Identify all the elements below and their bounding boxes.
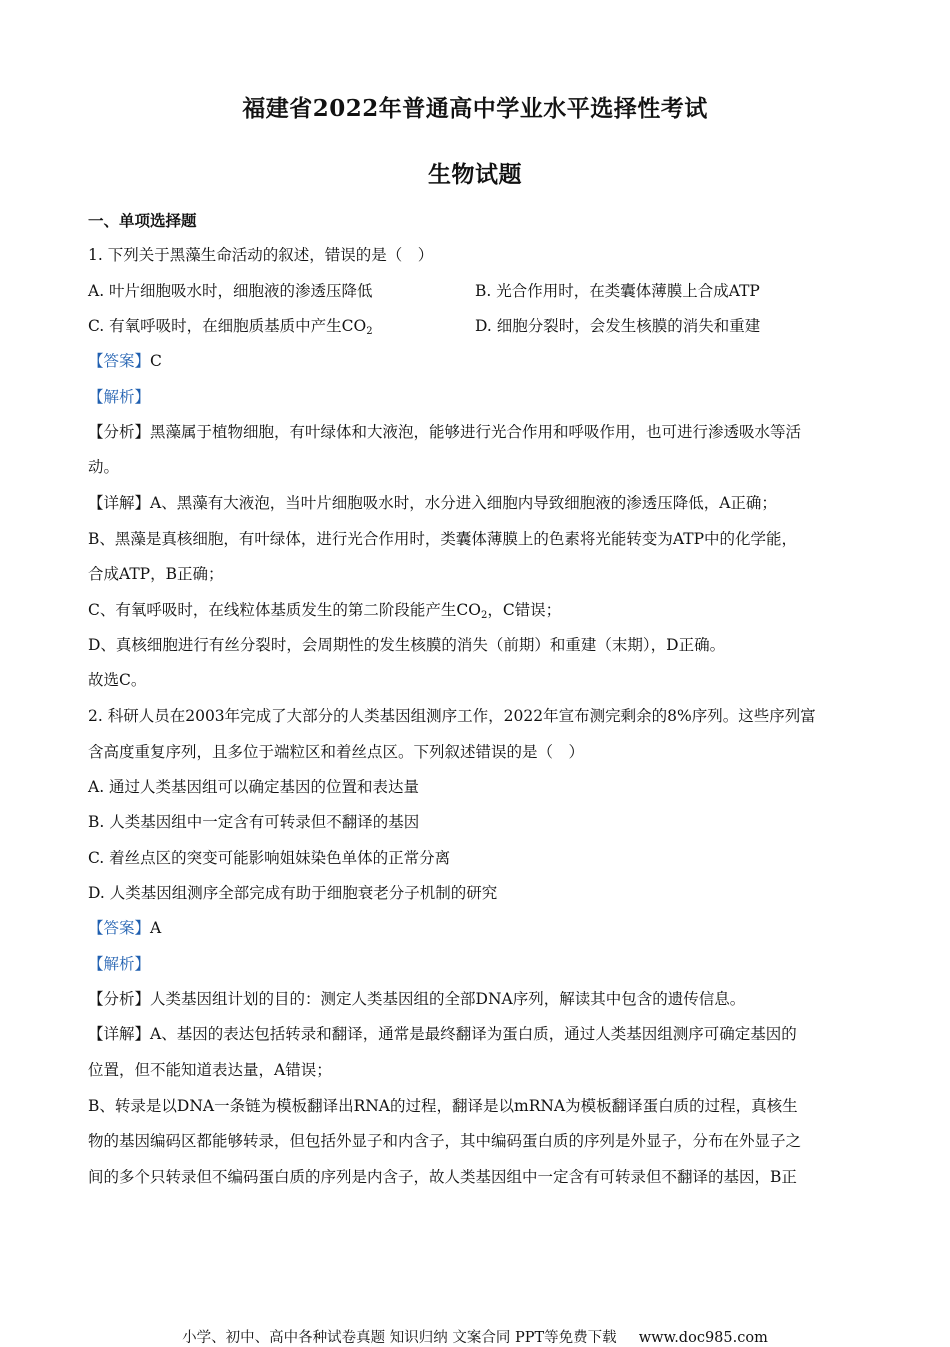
q1-stem: 1. 下列关于黑藻生命活动的叙述，错误的是（ ）: [88, 246, 434, 264]
q2-jiexi-tag: 【解析】: [88, 955, 151, 973]
q2-option-d: D. 人类基因组测序全部完成有助于细胞衰老分子机制的研究: [88, 884, 498, 902]
q2-xiangjie-b3: 间的多个只转录但不编码蛋白质的序列是内含子，故人类基因组中一定含有可转录但不翻译的基因，B正: [88, 1168, 797, 1186]
exam-title: 福建省2022年普通高中学业水平选择性考试: [242, 95, 708, 122]
q2-stem-line2: 含高度重复序列，且多位于端粒区和着丝点区。下列叙述错误的是（ ）: [88, 743, 585, 761]
q1-xiangjie-a: [88, 496, 777, 512]
footer-url[interactable]: www.doc985.com: [638, 1330, 768, 1346]
q1-jiexi-tag: 【解析】: [88, 388, 151, 406]
q1-xiangjie-c: [88, 603, 561, 619]
fenxi-tag: 【分析】: [88, 423, 151, 441]
exam-subtitle: 生物试题: [428, 161, 522, 188]
xiangjie-tag: 【详解】: [88, 1025, 151, 1043]
q2-option-c: C. 着丝点区的突变可能影响姐妹染色单体的正常分离: [88, 849, 451, 867]
q1-fenxi-line2: 动。: [88, 458, 120, 476]
q2-answer-line: [88, 921, 161, 937]
q2-xiangjie-b2: 物的基因编码区都能够转录，但包括外显子和内含子，其中编码蛋白质的序列是外显子，分布在外显子之: [88, 1132, 802, 1150]
fenxi-tag: 【分析】: [88, 990, 151, 1008]
q2-xiangjie-a2: 位置，但不能知道表达量，A错误；: [88, 1061, 332, 1079]
q1-option-c-text: C. 有氧呼吸时，在细胞质基质中产生CO: [88, 317, 367, 335]
q2-fenxi-text: 人类基因组计划的目的：测定人类基因组的全部DNA序列，解读其中包含的遗传信息。: [150, 990, 746, 1008]
q2-option-a: A. 通过人类基因组可以确定基因的位置和表达量: [88, 778, 420, 796]
q1-xiangjie-c-post: ，C错误；: [487, 601, 562, 619]
q1-xiangjie-c-text: C、有氧呼吸时，在线粒体基质发生的第二阶段能产生CO: [88, 601, 481, 619]
q1-option-c: [88, 319, 373, 335]
q1-option-b: B. 光合作用时，在类囊体薄膜上合成ATP: [475, 282, 760, 300]
q2-xiangjie-b1: B、转录是以DNA一条链为模板翻译出RNA的过程，翻译是以mRNA为模板翻译蛋白质的过程，真核生: [88, 1097, 798, 1115]
q2-xiangjie-a1-text: A、基因的表达包括转录和翻译，通常是最终翻译为蛋白质，通过人类基因组测序可确定基因的: [150, 1025, 797, 1043]
q1-fenxi-line1: [88, 425, 801, 441]
footer-text: 小学、初中、高中各种试卷真题 知识归纳 文案合同 PPT等免费下载: [182, 1330, 617, 1346]
answer-tag: 【答案】: [88, 352, 151, 370]
answer-tag: 【答案】: [88, 919, 151, 937]
q1-fenxi-text1: 黑藻属于植物细胞，有叶绿体和大液泡，能够进行光合作用和呼吸作用，也可进行渗透吸水等活: [150, 423, 802, 441]
q1-option-d: D. 细胞分裂时，会发生核膜的消失和重建: [475, 317, 761, 335]
q1-option-c-sub: 2: [366, 326, 373, 337]
q1-option-a: A. 叶片细胞吸水时，细胞液的渗透压降低: [88, 282, 373, 300]
q1-answer-line: [88, 354, 162, 370]
q1-xiangjie-d: D、真核细胞进行有丝分裂时，会周期性的发生核膜的消失（前期）和重建（末期），D正确。: [88, 636, 726, 654]
q2-answer: A: [150, 919, 162, 937]
q1-xiangjie-b2: 合成ATP，B正确；: [88, 565, 224, 583]
q1-xiangjie-c-sub: 2: [480, 610, 488, 621]
q2-xiangjie-a1: [88, 1027, 797, 1043]
section-heading: 一、单项选择题: [88, 211, 197, 230]
q2-option-b: B. 人类基因组中一定含有可转录但不翻译的基因: [88, 813, 420, 831]
q2-stem-line1: 2. 科研人员在2003年完成了大部分的人类基因组测序工作，2022年宣布测完剩余的8%序列。这些序列富: [88, 707, 816, 725]
q2-fenxi: [88, 992, 745, 1008]
q1-answer: C: [150, 352, 162, 370]
q1-conclusion: 故选C。: [88, 671, 147, 689]
q1-xiangjie-b1: B、黑藻是真核细胞，有叶绿体，进行光合作用时，类囊体薄膜上的色素将光能转变为ATP中的化学能，: [88, 530, 798, 548]
xiangjie-tag: 【详解】: [88, 494, 151, 512]
q1-xiangjie-a-text: A、黑藻有大液泡，当叶片细胞吸水时，水分进入细胞内导致细胞液的渗透压降低，A正确；: [150, 494, 777, 512]
